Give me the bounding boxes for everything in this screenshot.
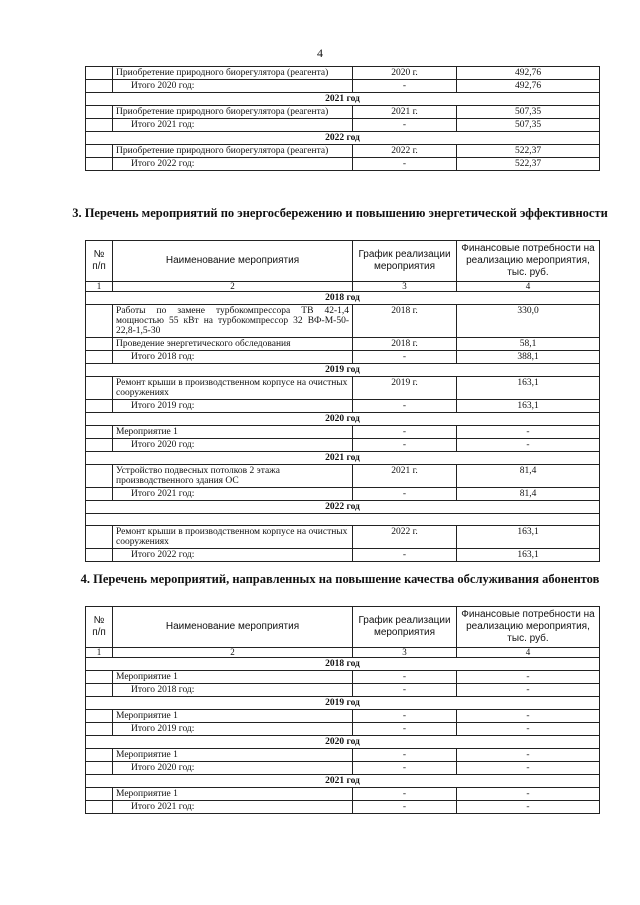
table-continued: [85, 66, 600, 171]
header-schedule: График реализации мероприятия: [353, 241, 457, 282]
schedule-cell: -: [353, 549, 457, 562]
measure-name: Мероприятие 1: [113, 671, 353, 684]
row-num-cell: [86, 465, 113, 488]
row-num-cell: [86, 684, 113, 697]
schedule-cell: 2022 г.: [353, 145, 457, 158]
year-row: [86, 93, 600, 106]
index-cell: 3: [353, 648, 457, 658]
index-cell: 4: [457, 648, 600, 658]
year-label: 2020 год: [86, 736, 600, 749]
table-header-row: [86, 241, 600, 282]
amount-cell: -: [457, 749, 600, 762]
row-num-cell: [86, 106, 113, 119]
amount-cell: 492,76: [457, 67, 600, 80]
total-row: [86, 80, 600, 93]
schedule-cell: -: [353, 351, 457, 364]
row-num-cell: [86, 119, 113, 132]
total-row: [86, 119, 600, 132]
total-label: Итого 2020 год:: [113, 80, 353, 93]
year-label: 2018 год: [86, 658, 600, 671]
section-3-heading: 3. Перечень мероприятий по энергосбережению и повышению энергетической эффективности: [72, 206, 608, 220]
row-num-cell: [86, 526, 113, 549]
amount-cell: -: [457, 801, 600, 814]
measure-name: Проведение энергетического обследования: [113, 338, 353, 351]
amount-cell: -: [457, 671, 600, 684]
year-row: [86, 132, 600, 145]
schedule-cell: -: [353, 801, 457, 814]
total-row: [86, 158, 600, 171]
table-row: [86, 145, 600, 158]
table-row: [86, 67, 600, 80]
section-4-heading: 4. Перечень мероприятий, направленных на повышение качества обслуживания абонентов: [80, 572, 600, 586]
total-label: Итого 2018 год:: [113, 351, 353, 364]
year-label: 2019 год: [86, 697, 600, 710]
header-name: Наименование мероприятия: [113, 241, 353, 282]
row-num-cell: [86, 671, 113, 684]
amount-cell: -: [457, 684, 600, 697]
year-row: [86, 292, 600, 305]
header-name: Наименование мероприятия: [113, 607, 353, 648]
schedule-cell: -: [353, 400, 457, 413]
total-row: [86, 488, 600, 501]
schedule-cell: -: [353, 426, 457, 439]
total-label: Итого 2022 год:: [113, 158, 353, 171]
row-num-cell: [86, 749, 113, 762]
table-row: [86, 305, 600, 338]
schedule-cell: -: [353, 671, 457, 684]
row-num-cell: [86, 426, 113, 439]
amount-cell: 163,1: [457, 549, 600, 562]
schedule-cell: 2021 г.: [353, 106, 457, 119]
index-cell: 1: [86, 648, 113, 658]
measure-name: Приобретение природного биорегулятора (реагента): [113, 67, 353, 80]
row-num-cell: [86, 377, 113, 400]
header-num: № п/п: [86, 607, 113, 648]
amount-cell: 81,4: [457, 488, 600, 501]
schedule-cell: 2019 г.: [353, 377, 457, 400]
row-num-cell: [86, 80, 113, 93]
index-cell: 3: [353, 282, 457, 292]
year-label: 2021 год: [86, 452, 600, 465]
row-num-cell: [86, 158, 113, 171]
amount-cell: 522,37: [457, 158, 600, 171]
amount-cell: 507,35: [457, 106, 600, 119]
schedule-cell: 2018 г.: [353, 338, 457, 351]
row-num-cell: [86, 145, 113, 158]
schedule-cell: -: [353, 684, 457, 697]
amount-cell: 492,76: [457, 80, 600, 93]
schedule-cell: -: [353, 762, 457, 775]
row-num-cell: [86, 305, 113, 338]
total-row: [86, 762, 600, 775]
measure-name: Устройство подвесных потолков 2 этажа производственного здания ОС: [113, 465, 353, 488]
schedule-cell: 2022 г.: [353, 526, 457, 549]
index-cell: 2: [113, 282, 353, 292]
schedule-cell: -: [353, 119, 457, 132]
table-index-row: [86, 648, 600, 658]
measure-name: Мероприятие 1: [113, 426, 353, 439]
total-row: [86, 801, 600, 814]
amount-cell: 330,0: [457, 305, 600, 338]
index-cell: 2: [113, 648, 353, 658]
amount-cell: 163,1: [457, 377, 600, 400]
total-label: Итого 2021 год:: [113, 488, 353, 501]
header-schedule: График реализации мероприятия: [353, 607, 457, 648]
measure-name: Мероприятие 1: [113, 710, 353, 723]
amount-cell: -: [457, 710, 600, 723]
measure-name: Ремонт крыши в производственном корпусе на очистных сооружениях: [113, 526, 353, 549]
empty-row: [86, 514, 600, 526]
year-label: 2018 год: [86, 292, 600, 305]
total-label: Итого 2022 год:: [113, 549, 353, 562]
year-label: 2019 год: [86, 364, 600, 377]
row-num-cell: [86, 710, 113, 723]
total-row: [86, 400, 600, 413]
year-label: 2021 год: [86, 93, 600, 106]
year-row: [86, 364, 600, 377]
year-row: [86, 736, 600, 749]
schedule-cell: 2021 г.: [353, 465, 457, 488]
row-num-cell: [86, 439, 113, 452]
amount-cell: -: [457, 723, 600, 736]
total-row: [86, 351, 600, 364]
table-service-quality: [85, 606, 600, 814]
year-label: 2022 год: [86, 501, 600, 514]
schedule-cell: -: [353, 723, 457, 736]
row-num-cell: [86, 788, 113, 801]
table-row: [86, 426, 600, 439]
table-row: [86, 671, 600, 684]
total-row: [86, 439, 600, 452]
table-row: [86, 377, 600, 400]
schedule-cell: 2020 г.: [353, 67, 457, 80]
total-row: [86, 684, 600, 697]
amount-cell: -: [457, 788, 600, 801]
amount-cell: 163,1: [457, 400, 600, 413]
schedule-cell: -: [353, 439, 457, 452]
schedule-cell: -: [353, 158, 457, 171]
table-energy-saving: [85, 240, 600, 562]
schedule-cell: -: [353, 80, 457, 93]
total-label: Итого 2021 год:: [113, 801, 353, 814]
index-cell: 1: [86, 282, 113, 292]
header-finance: Финансовые потребности на реализацию мероприятия, тыс. руб.: [457, 241, 600, 282]
schedule-cell: -: [353, 749, 457, 762]
schedule-cell: 2018 г.: [353, 305, 457, 338]
year-row: [86, 452, 600, 465]
total-label: Итого 2021 год:: [113, 119, 353, 132]
row-num-cell: [86, 400, 113, 413]
year-label: 2021 год: [86, 775, 600, 788]
total-label: Итого 2020 год:: [113, 762, 353, 775]
year-row: [86, 658, 600, 671]
table-row: [86, 526, 600, 549]
measure-name: Ремонт крыши в производственном корпусе на очистных сооружениях: [113, 377, 353, 400]
amount-cell: 522,37: [457, 145, 600, 158]
measure-name: Работы по замене турбокомпрессора ТВ 42-1,4 мощностью 55 кВт на турбокомпрессор 32 ВФ-М-50-22,8-1,5-30: [113, 305, 353, 338]
row-num-cell: [86, 801, 113, 814]
measure-name: Мероприятие 1: [113, 788, 353, 801]
table-row: [86, 338, 600, 351]
index-cell: 4: [457, 282, 600, 292]
schedule-cell: -: [353, 788, 457, 801]
amount-cell: -: [457, 762, 600, 775]
table-row: [86, 788, 600, 801]
measure-name: Приобретение природного биорегулятора (реагента): [113, 106, 353, 119]
table-row: [86, 465, 600, 488]
year-row: [86, 413, 600, 426]
year-row: [86, 697, 600, 710]
schedule-cell: -: [353, 488, 457, 501]
empty-cell: [86, 514, 600, 526]
year-label: 2022 год: [86, 132, 600, 145]
table-row: [86, 106, 600, 119]
row-num-cell: [86, 723, 113, 736]
row-num-cell: [86, 488, 113, 501]
amount-cell: 507,35: [457, 119, 600, 132]
total-row: [86, 549, 600, 562]
total-label: Итого 2020 год:: [113, 439, 353, 452]
header-num: № п/п: [86, 241, 113, 282]
amount-cell: 163,1: [457, 526, 600, 549]
row-num-cell: [86, 762, 113, 775]
table-row: [86, 749, 600, 762]
measure-name: Мероприятие 1: [113, 749, 353, 762]
amount-cell: 58,1: [457, 338, 600, 351]
total-label: Итого 2018 год:: [113, 684, 353, 697]
total-label: Итого 2019 год:: [113, 723, 353, 736]
page-number: 4: [317, 46, 323, 60]
table-header-row: [86, 607, 600, 648]
year-row: [86, 775, 600, 788]
total-row: [86, 723, 600, 736]
table-row: [86, 710, 600, 723]
amount-cell: 81,4: [457, 465, 600, 488]
row-num-cell: [86, 67, 113, 80]
row-num-cell: [86, 351, 113, 364]
total-label: Итого 2019 год:: [113, 400, 353, 413]
year-label: 2020 год: [86, 413, 600, 426]
amount-cell: -: [457, 439, 600, 452]
amount-cell: 388,1: [457, 351, 600, 364]
amount-cell: -: [457, 426, 600, 439]
table-index-row: [86, 282, 600, 292]
row-num-cell: [86, 338, 113, 351]
row-num-cell: [86, 549, 113, 562]
schedule-cell: -: [353, 710, 457, 723]
header-finance: Финансовые потребности на реализацию мероприятия, тыс. руб.: [457, 607, 600, 648]
measure-name: Приобретение природного биорегулятора (реагента): [113, 145, 353, 158]
year-row: [86, 501, 600, 514]
